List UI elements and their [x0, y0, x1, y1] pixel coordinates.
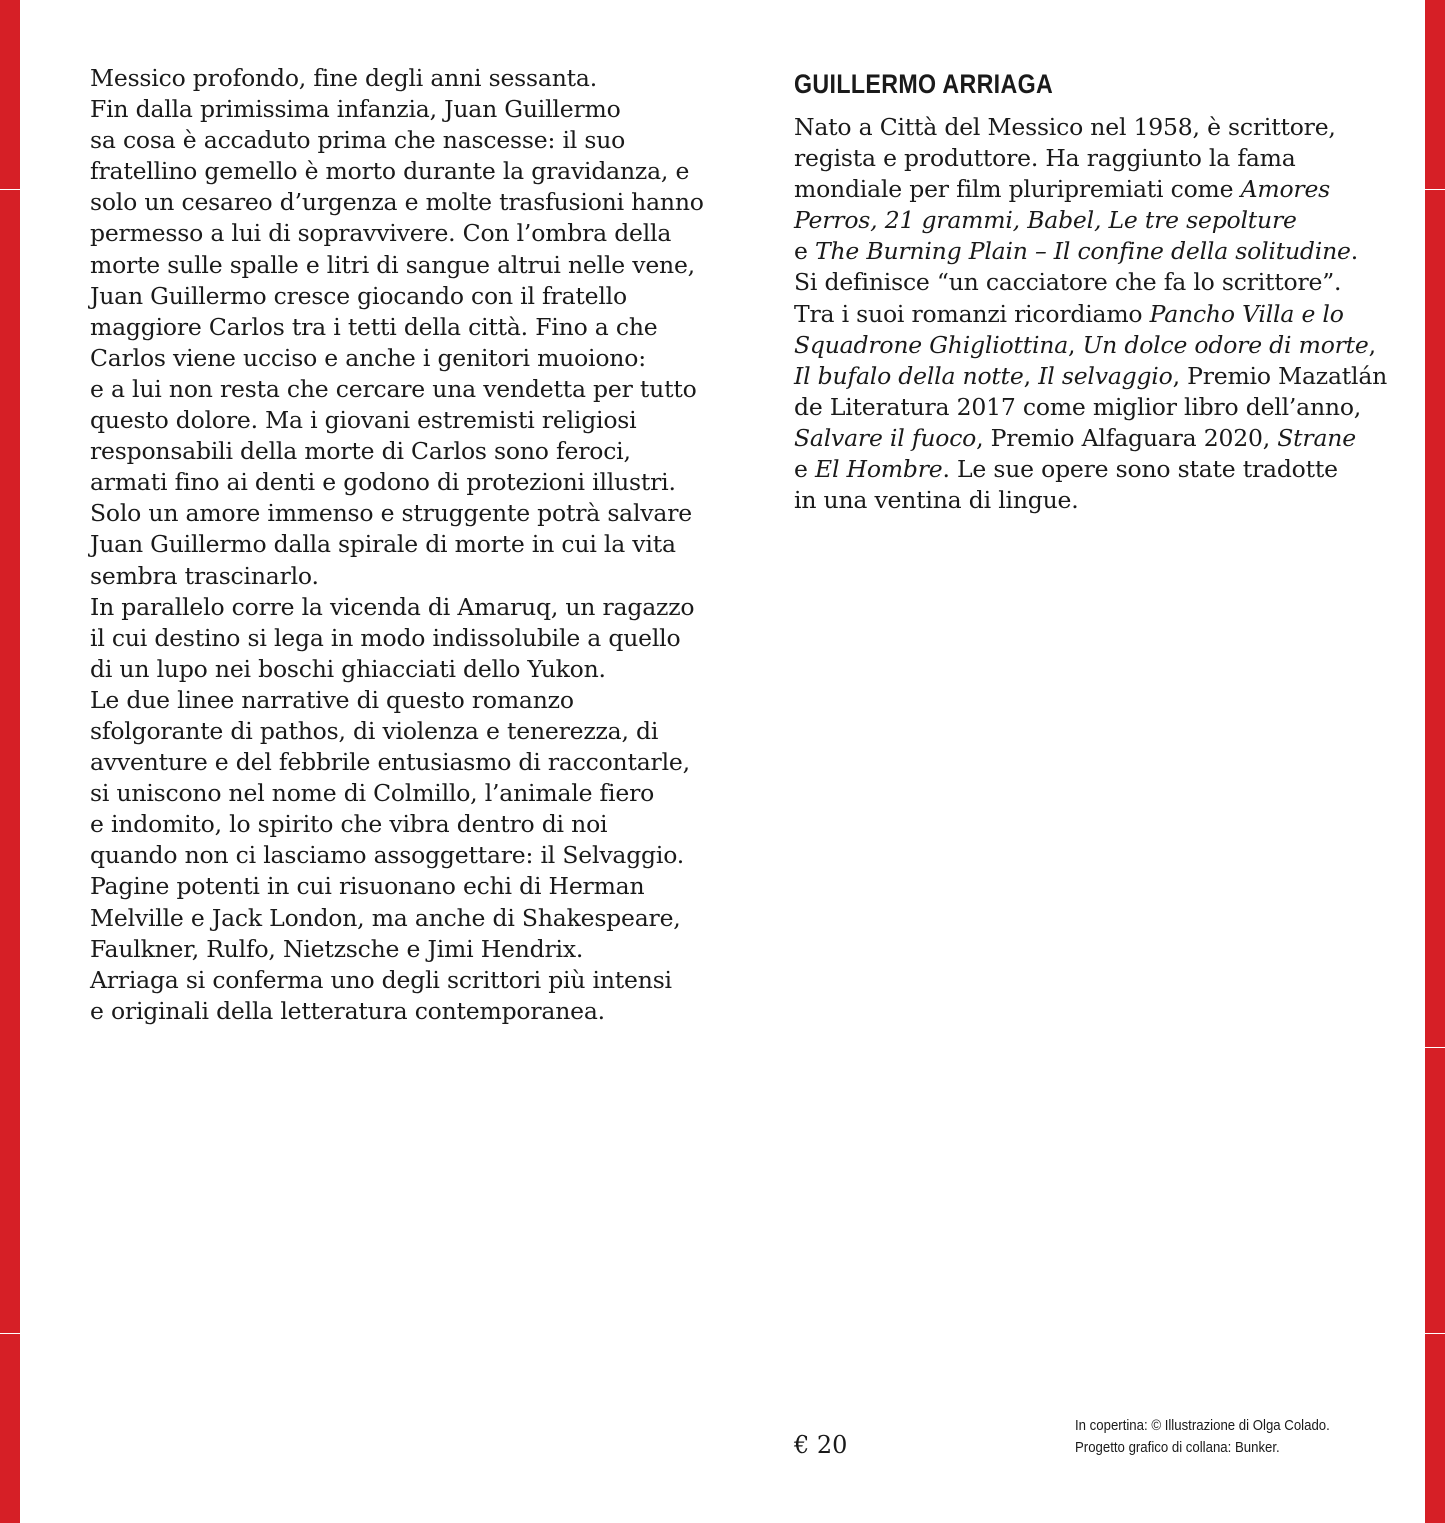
- synopsis-line: solo un cesareo d’urgenza e molte trasfusioni hanno: [90, 188, 704, 217]
- synopsis-line: e originali della letteratura contemporanea.: [90, 996, 605, 1025]
- bio-text: ,: [1012, 206, 1028, 235]
- synopsis-line: morte sulle spalle e litri di sangue altrui nelle vene,: [90, 250, 695, 279]
- synopsis-line: Pagine potenti in cui risuonano echi di Herman: [90, 872, 645, 901]
- book-title: Il bufalo della notte: [794, 361, 1024, 390]
- author-section: [794, 66, 1394, 516]
- bio-line: [794, 205, 1394, 236]
- synopsis-line: maggiore Carlos tra i tetti della città. Fino a che: [90, 312, 658, 341]
- synopsis-line: Faulkner, Rulfo, Nietzsche e Jimi Hendrix.: [90, 934, 584, 963]
- bio-line: regista e produttore. Ha raggiunto la fama: [794, 144, 1296, 173]
- synopsis-line: In parallelo corre la vicenda di Amaruq, un ragazzo: [90, 592, 695, 621]
- bio-text: ,: [870, 206, 885, 235]
- fold-mark: [0, 189, 20, 190]
- synopsis-line: Fin dalla primissima infanzia, Juan Guillermo: [90, 95, 621, 124]
- bio-line: Si definisce “un cacciatore che fa lo scrittore”.: [794, 268, 1342, 297]
- synopsis-line: permesso a lui di sopravvivere. Con l’ombra della: [90, 219, 672, 248]
- author-bio: [794, 112, 1394, 516]
- film-title: Amores: [1240, 175, 1331, 204]
- synopsis-line: il cui destino si lega in modo indissolubile a quello: [90, 623, 681, 652]
- synopsis-text: [90, 63, 704, 1027]
- synopsis-line: Le due linee narrative di questo romanzo: [90, 685, 574, 714]
- synopsis-line: Juan Guillermo cresce giocando con il fratello: [90, 281, 627, 310]
- bio-text: e: [794, 237, 815, 266]
- book-title: Salvare il fuoco: [794, 423, 977, 452]
- book-title: Pancho Villa e lo: [1149, 299, 1344, 328]
- bio-line: [794, 454, 1394, 485]
- film-title: Le tre sepolture: [1108, 206, 1297, 235]
- bio-line: [794, 299, 1394, 330]
- bio-text: Tra i suoi romanzi ricordiamo: [794, 299, 1150, 328]
- book-title: Squadrone Ghigliottina: [794, 330, 1069, 359]
- synopsis-line: Melville e Jack London, ma anche di Shakespeare,: [90, 903, 681, 932]
- left-red-band: [0, 0, 20, 1523]
- bio-text: , Premio Alfaguara 2020,: [976, 423, 1278, 452]
- synopsis-line: quando non ci lasciamo assoggettare: il Selvaggio.: [90, 841, 685, 870]
- author-name-heading: GUILLERMO ARRIAGA: [794, 69, 1054, 99]
- bio-line: Nato a Città del Messico nel 1958, è scrittore,: [794, 113, 1336, 141]
- cover-illustration-credit: In copertina: © Illustrazione di Olga Colado.: [1075, 1417, 1330, 1434]
- synopsis-line: Carlos viene ucciso e anche i genitori muoiono:: [90, 343, 646, 372]
- bio-line: de Literatura 2017 come miglior libro dell’anno,: [794, 392, 1362, 421]
- film-title: Babel: [1027, 206, 1094, 235]
- bio-line: in una ventina di lingue.: [794, 486, 1079, 515]
- bio-text: ,: [1093, 206, 1109, 235]
- synopsis-line: di un lupo nei boschi ghiacciati dello Yukon.: [90, 654, 606, 683]
- synopsis-line: e indomito, lo spirito che vibra dentro di noi: [90, 810, 608, 839]
- bio-text: ,: [1023, 361, 1039, 390]
- price-label: € 20: [794, 1431, 848, 1459]
- bio-text: , Premio Mazatlán: [1172, 361, 1388, 390]
- synopsis-line: Juan Guillermo dalla spirale di morte in cui la vita: [90, 530, 676, 559]
- series-design-credit: Progetto grafico di collana: Bunker.: [1075, 1439, 1280, 1456]
- synopsis-line: Messico profondo, fine degli anni sessanta.: [90, 64, 597, 92]
- synopsis-line: questo dolore. Ma i giovani estremisti religiosi: [90, 406, 637, 435]
- synopsis-line: si uniscono nel nome di Colmillo, l’animale fiero: [90, 779, 655, 808]
- bio-text: .: [1350, 237, 1358, 266]
- synopsis-line: Solo un amore immenso e struggente potrà salvare: [90, 499, 692, 528]
- film-title: The Burning Plain – Il confine della solitudine: [814, 237, 1351, 266]
- book-title: Un dolce odore di morte: [1082, 330, 1369, 359]
- fold-mark: [1425, 189, 1445, 190]
- bio-line: [794, 361, 1394, 392]
- film-title: 21 grammi: [884, 206, 1013, 235]
- fold-mark: [1425, 1333, 1445, 1334]
- bio-line: [794, 174, 1394, 205]
- synopsis-line: sfolgorante di pathos, di violenza e tenerezza, di: [90, 716, 659, 745]
- bio-text: ,: [1068, 330, 1083, 359]
- book-title: Il selvaggio: [1038, 361, 1173, 390]
- bio-line: [794, 236, 1394, 267]
- synopsis-line: armati fino ai denti e godono di protezioni illustri.: [90, 468, 676, 497]
- bio-text: . Le sue opere sono state tradotte: [942, 455, 1338, 484]
- synopsis-line: Arriaga si conferma uno degli scrittori più intensi: [90, 965, 672, 994]
- synopsis-line: fratellino gemello è morto durante la gravidanza, e: [90, 157, 690, 186]
- book-title: El Hombre: [814, 455, 943, 484]
- bio-text: e: [794, 455, 815, 484]
- cover-credits: [1075, 1415, 1330, 1459]
- bio-line: [794, 423, 1394, 454]
- film-title: Perros: [794, 206, 871, 235]
- bio-text: mondiale per film pluripremiati come: [794, 175, 1241, 204]
- synopsis-line: responsabili della morte di Carlos sono feroci,: [90, 437, 631, 466]
- synopsis-line: e a lui non resta che cercare una vendetta per tutto: [90, 374, 697, 403]
- synopsis-line: sembra trascinarlo.: [90, 561, 319, 590]
- right-red-band: [1425, 0, 1445, 1523]
- fold-mark: [1425, 1047, 1445, 1048]
- bio-line: [794, 330, 1394, 361]
- book-title: Strane: [1277, 423, 1356, 452]
- fold-mark: [0, 1333, 20, 1334]
- synopsis-line: avventure e del febbrile entusiasmo di raccontarle,: [90, 748, 690, 777]
- synopsis-line: sa cosa è accaduto prima che nascesse: il suo: [90, 126, 626, 155]
- bio-text: ,: [1368, 330, 1376, 359]
